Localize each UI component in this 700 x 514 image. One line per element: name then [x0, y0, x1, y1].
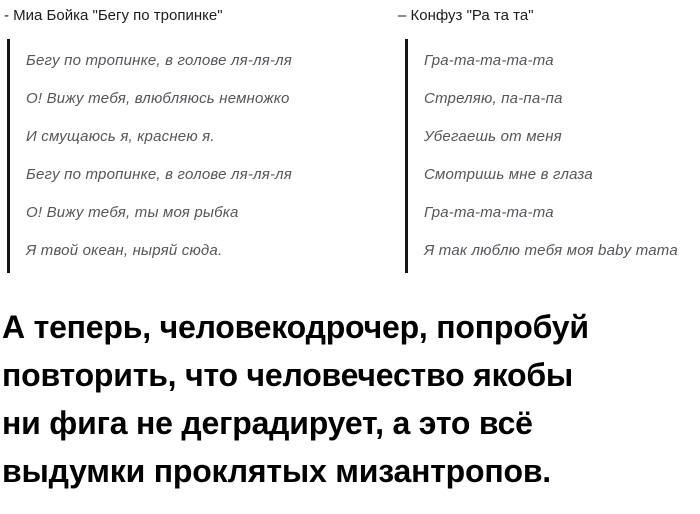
lyric-line: И смущаюсь я, краснею я. — [26, 128, 215, 145]
lyric-line: Гра-та-та-та-та — [424, 204, 554, 221]
lyric-line: Бегу по тропинке, в голове ля-ля-ля — [26, 52, 293, 69]
punchline-text — [2, 303, 698, 495]
song-attribution-left: - Миа Бойка "Бегу по тропинке" — [4, 7, 223, 24]
lyrics-blockquote-right — [405, 39, 693, 273]
punchline-line: выдумки проклятых мизантропов. — [2, 453, 552, 489]
lyric-line: Я твой океан, ныряй сюда. — [26, 242, 223, 259]
lyrics-blockquote-left — [7, 39, 367, 273]
lyric-line: Убегаешь от меня — [424, 128, 562, 145]
lyric-line: Гра-та-та-та-та — [424, 52, 554, 69]
lyrics-lines-right — [408, 39, 678, 273]
punchline-line: повторить, что человечество якобы — [2, 357, 574, 393]
lyric-line: Бегу по тропинке, в голове ля-ля-ля — [26, 166, 293, 183]
lyric-line: Я так люблю тебя моя baby тата — [424, 242, 678, 259]
punchline-line: А теперь, человекодрочер, попробуй — [2, 309, 589, 345]
lyrics-lines-left — [10, 39, 292, 273]
lyric-line: О! Вижу тебя, ты моя рыбка — [26, 204, 239, 221]
punchline-line: ни фига не деградирует, а это всё — [2, 405, 533, 441]
lyric-line: Стреляю, па-па-па — [424, 90, 563, 107]
song-attribution-right: – Конфуз "Ра та та" — [398, 7, 534, 24]
lyric-line: Смотришь мне в глаза — [424, 166, 593, 183]
lyric-line: О! Вижу тебя, влюбляюсь немножко — [26, 90, 290, 107]
